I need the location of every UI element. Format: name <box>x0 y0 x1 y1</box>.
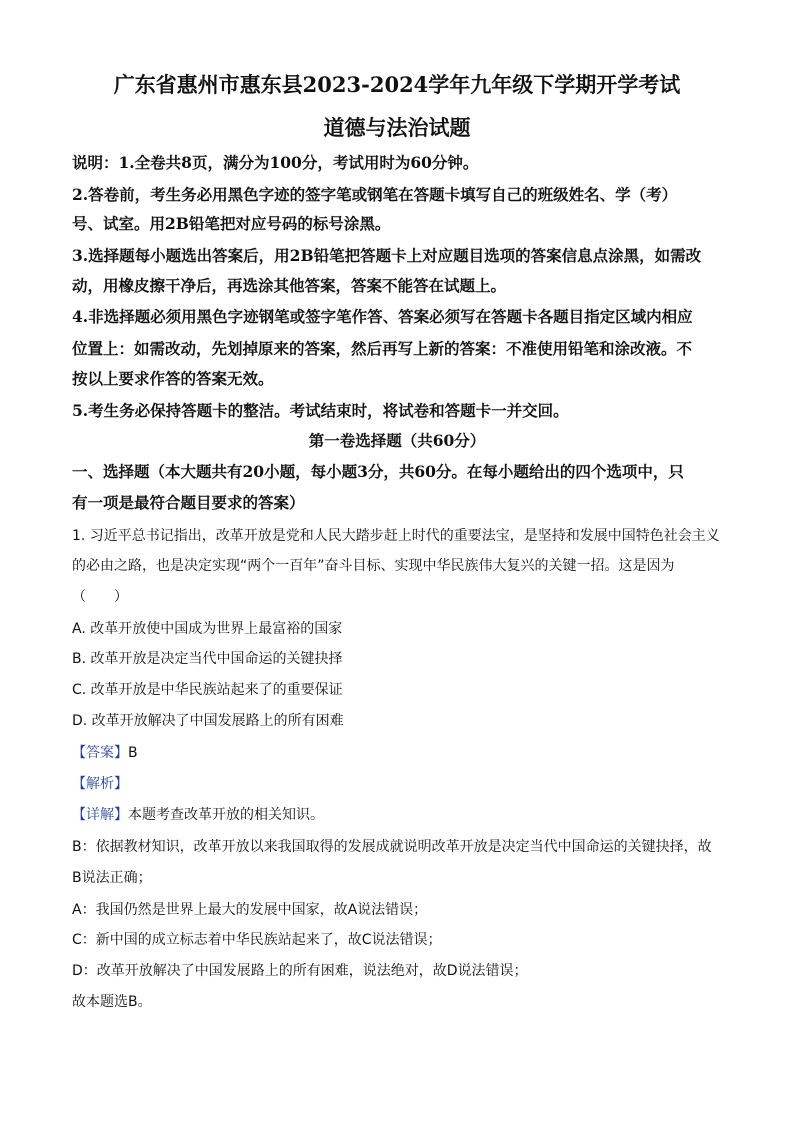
question-stem: 的必由之路，也是决定实现“两个一百年”奋斗目标、实现中华民族伟大复兴的关键一招。这是因为 <box>72 558 675 574</box>
question-stem: 1. 习近平总书记指出，改革开放是党和人民大踏步赶上时代的重要法宝，是坚持和发展中国特色社会主义 <box>72 528 720 544</box>
answer-tag: 【答案】 <box>72 745 128 761</box>
document-title: 广东省惠州市惠东县2023-2024学年九年级下学期开学考试 <box>113 72 681 97</box>
detail-line: B说法正确； <box>72 870 152 886</box>
detail-text: 本题考查改革开放的相关知识。 <box>128 807 324 823</box>
section-heading: 第一卷选择题（共60分） <box>308 431 486 450</box>
detail-line: C：新中国的成立标志着中华民族站起来了，故C说法错误； <box>72 932 442 948</box>
instruction-line: 2.答卷前，考生务必用黑色字迹的签字笔或钢笔在答题卡填写自己的班级姓名、学（考） <box>72 185 678 204</box>
part-description: 有一项是最符合题目要求的答案） <box>72 493 305 512</box>
analysis-tag: 【解析】 <box>72 776 128 792</box>
instruction-line: 说明：1.全卷共8页，满分为100分，考试用时为60分钟。 <box>72 153 479 172</box>
instruction-line: 按以上要求作答的答案无效。 <box>72 369 274 388</box>
option-d: D. 改革开放解决了中国发展路上的所有困难 <box>72 713 344 729</box>
option-b: B. 改革开放是决定当代中国命运的关键抉择 <box>72 651 343 667</box>
detail-line <box>72 804 324 824</box>
detail-line: 故本题选B。 <box>72 994 152 1010</box>
question-stem: （ ） <box>72 589 128 605</box>
instruction-line: 4.非选择题必须用黑色字迹钢笔或签字笔作答、答案必须写在答题卡各题目指定区域内相应 <box>72 307 693 326</box>
detail-tag: 【详解】 <box>72 807 128 823</box>
part-description: 一、选择题（本大题共有20小题，每小题3分，共60分。在每小题给出的四个选项中，只 <box>72 462 684 481</box>
instruction-line: 3.选择题每小题选出答案后，用2B铅笔把答题卡上对应题目选项的答案信息点涂黑，如需改 <box>72 246 702 265</box>
document-subtitle: 道德与法治试题 <box>323 115 471 140</box>
detail-line: B：依据教材知识，改革开放以来我国取得的发展成就说明改革开放是决定当代中国命运的关键抉择，故 <box>72 839 712 855</box>
option-a: A. 改革开放使中国成为世界上最富裕的国家 <box>72 621 343 637</box>
detail-line: D：改革开放解决了中国发展路上的所有困难，说法绝对，故D说法错误； <box>72 963 528 979</box>
answer-value: B <box>128 745 138 761</box>
answer-line <box>72 742 138 762</box>
instruction-line: 动，用橡皮擦干净后，再选涂其他答案，答案不能答在试题上。 <box>72 276 507 295</box>
detail-line: A：我国仍然是世界上最大的发展中国家，故A说法错误； <box>72 902 428 918</box>
instruction-line: 号、试室。用2B铅笔把对应号码的标号涂黑。 <box>72 214 391 233</box>
option-c: C. 改革开放是中华民族站起来了的重要保证 <box>72 682 343 698</box>
instruction-line: 5.考生务必保持答题卡的整洁。考试结束时，将试卷和答题卡一并交回。 <box>72 401 569 420</box>
instruction-line: 位置上：如需改动，先划掉原来的答案，然后再写上新的答案：不准使用铅笔和涂改液。不 <box>72 339 693 358</box>
